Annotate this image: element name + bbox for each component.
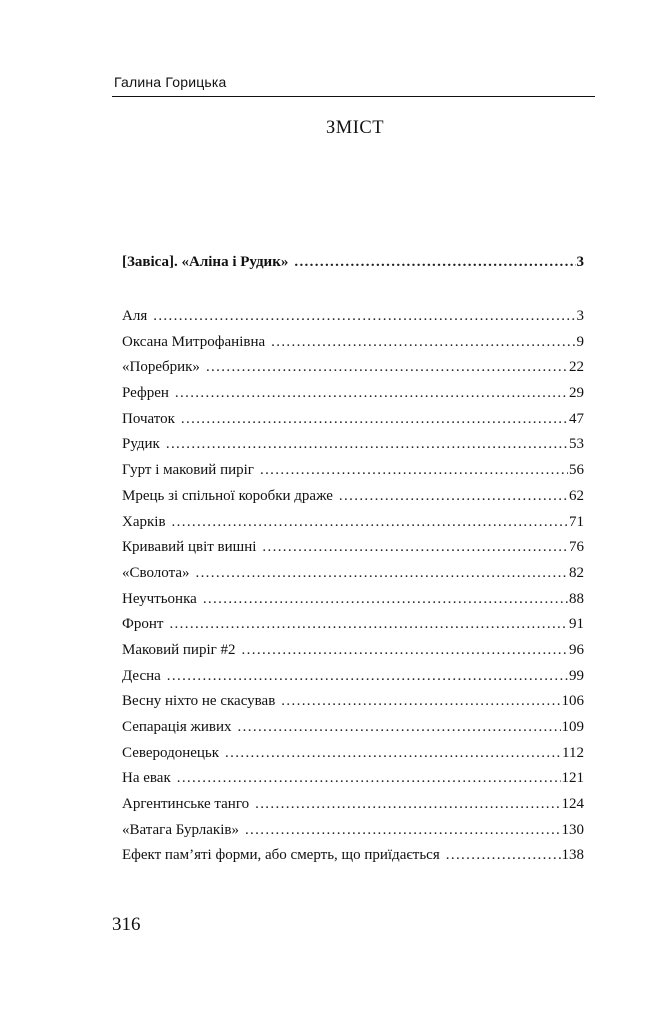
toc-row <box>122 843 584 869</box>
dot-leader <box>206 355 568 381</box>
toc-entry-page: 112 <box>562 744 584 761</box>
toc-entry-title: Оксана Митрофанівна <box>122 333 266 350</box>
toc-entry-page: 109 <box>561 719 584 735</box>
dot-leader <box>169 612 568 638</box>
toc-entry-page: 53 <box>569 436 584 453</box>
toc-entry-page: 138 <box>561 847 584 864</box>
toc-row <box>122 407 584 433</box>
toc-row <box>122 330 584 356</box>
toc-entry-title: Гурт і маковий пиріг <box>122 462 254 479</box>
toc-entry-title: Мрець зі спільної коробки драже <box>122 487 333 504</box>
toc-entry-title: «Ватага Бурлаків» <box>122 821 239 838</box>
toc-row <box>122 612 584 638</box>
dot-leader <box>177 766 561 792</box>
dot-leader <box>294 250 575 276</box>
toc-row <box>122 458 584 484</box>
toc-entry-title: Рефрен <box>122 385 169 402</box>
toc-entry-title: Неучтьонка <box>122 590 197 607</box>
toc-entry-title: Весну ніхто не скасував <box>122 693 276 710</box>
toc-row <box>122 587 584 613</box>
dot-leader <box>181 407 568 433</box>
toc-entry-title: Северодонецьк <box>122 744 220 761</box>
dot-leader <box>153 304 575 330</box>
toc-entry-page: 56 <box>569 462 584 479</box>
toc-entry-title: Сепарація живих <box>122 719 232 735</box>
dot-leader <box>281 689 560 715</box>
toc-entry-title: Початок <box>122 410 175 427</box>
toc-row <box>122 792 584 818</box>
toc-row <box>122 250 584 276</box>
dot-leader <box>262 535 568 561</box>
dot-leader <box>225 741 561 767</box>
dot-leader <box>260 458 568 484</box>
toc-row <box>122 484 584 510</box>
dot-leader <box>245 818 561 844</box>
dot-leader <box>339 484 568 510</box>
toc-entry-page: 76 <box>569 539 584 556</box>
toc-entry-title: Рудик <box>122 436 160 453</box>
header-rule <box>112 96 595 97</box>
dot-leader <box>271 330 575 356</box>
toc-entry-page: 22 <box>569 359 584 376</box>
toc-entry-page: 106 <box>561 693 584 710</box>
dot-leader <box>203 587 568 613</box>
toc-entry-page: 88 <box>569 590 584 607</box>
toc-entry-title: На евак <box>122 770 171 787</box>
dot-leader <box>175 381 568 407</box>
toc-entry-page: 71 <box>569 513 584 530</box>
toc-row <box>122 741 584 767</box>
toc-entry-title: Кривавий цвіт вишні <box>122 539 257 556</box>
toc-row <box>122 381 584 407</box>
toc-entry-title: Ефект пам’яті форми, або смерть, що приїдається <box>122 847 440 864</box>
toc-entry-title: [Завіса]. «Аліна і Рудик» <box>122 254 289 270</box>
toc-row <box>122 510 584 536</box>
toc-row <box>122 535 584 561</box>
dot-leader <box>255 792 560 818</box>
toc-entry-page: 3 <box>576 308 584 324</box>
page-number: 316 <box>112 914 141 935</box>
page-title: ЗМІСТ <box>325 118 385 138</box>
toc-entry-title: Десна <box>122 667 161 684</box>
dot-leader <box>195 561 568 587</box>
toc-row <box>122 664 584 690</box>
running-head-author: Галина Горицька <box>114 74 227 90</box>
dot-leader <box>446 843 561 869</box>
toc-row <box>122 561 584 587</box>
toc-row <box>122 304 584 330</box>
toc-entry-page: 130 <box>561 821 584 838</box>
toc-entry-page: 9 <box>576 333 584 350</box>
toc-row <box>122 715 584 741</box>
toc-entry-page: 121 <box>561 770 584 787</box>
toc-entry-page: 96 <box>569 641 584 658</box>
toc-entry-page: 3 <box>576 254 584 270</box>
toc-entry-title: «Поребрик» <box>122 359 200 376</box>
toc-entry-page: 91 <box>569 616 584 633</box>
toc-entry-title: Аргентинське танго <box>122 796 250 813</box>
dot-leader <box>172 510 568 536</box>
dot-leader <box>238 715 561 741</box>
toc-entry-title: Маковий пиріг #2 <box>122 641 236 658</box>
toc-entry-title: «Сволота» <box>122 564 190 581</box>
toc-row <box>122 355 584 381</box>
dot-leader <box>166 432 568 458</box>
toc-entry-title: Харків <box>122 513 166 530</box>
toc-entry-page: 124 <box>561 796 584 813</box>
toc-featured-entry <box>122 250 584 276</box>
dot-leader <box>167 664 568 690</box>
toc-entry-page: 99 <box>569 667 584 684</box>
toc-entry-title: Фронт <box>122 616 164 633</box>
toc-entry-page: 47 <box>569 410 584 427</box>
toc-entry-page: 62 <box>569 487 584 504</box>
toc-row <box>122 766 584 792</box>
toc-entry-title: Аля <box>122 308 148 324</box>
toc-row <box>122 432 584 458</box>
toc-row <box>122 689 584 715</box>
toc-row <box>122 638 584 664</box>
toc-row <box>122 818 584 844</box>
toc-entry-page: 82 <box>569 564 584 581</box>
dot-leader <box>242 638 568 664</box>
toc-entry-page: 29 <box>569 385 584 402</box>
toc-list <box>122 304 584 869</box>
